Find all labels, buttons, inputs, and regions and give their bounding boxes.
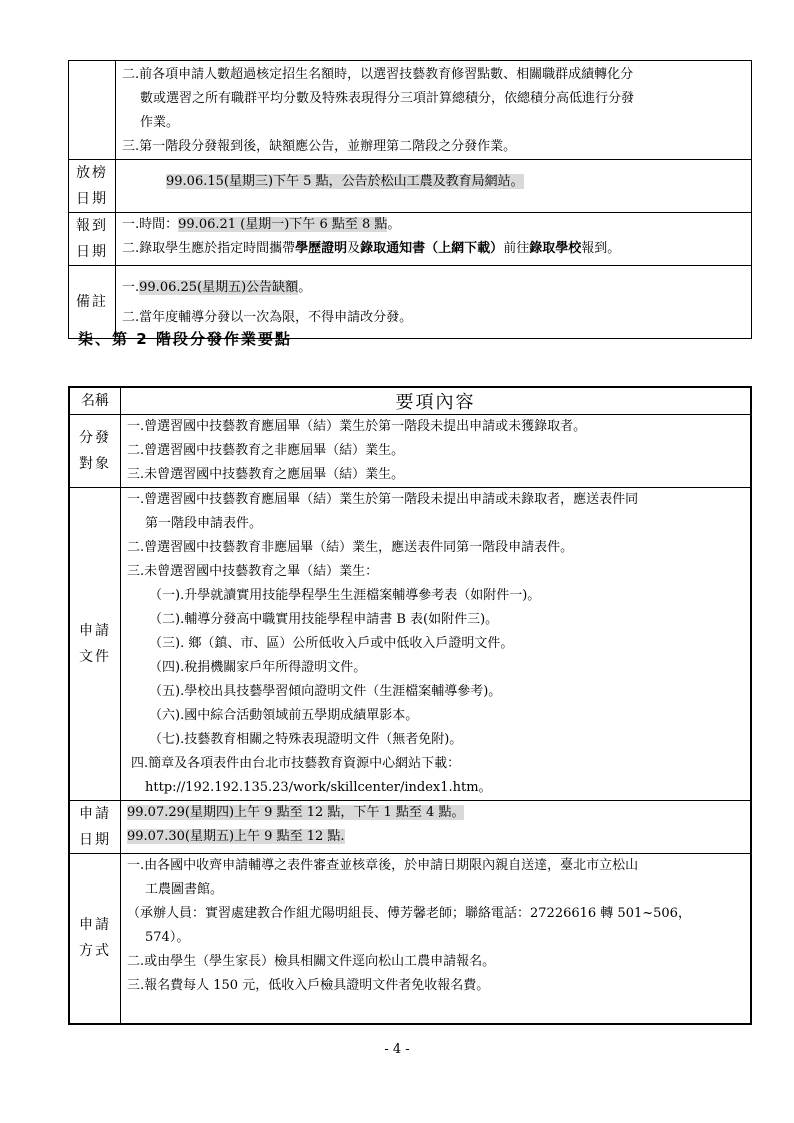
row-label: [69, 160, 116, 213]
text-line: 99.07.30(星期五)上午 9 點至 12 點.: [127, 829, 345, 844]
row-content: [116, 61, 752, 160]
text-line: 三.第一階段分發報到後，缺額應公告，並辦理第二階段之分發作業。: [122, 139, 517, 154]
label-line: 對象: [79, 456, 111, 472]
text-line: （二).輔導分發高中職實用技能學程申請書 B 表(如附件三)。: [149, 612, 499, 627]
row-label-empty: [69, 61, 116, 160]
label-line: 日期: [76, 191, 108, 207]
top-table: [68, 60, 752, 339]
text-line: 工農圖書館。: [145, 882, 224, 897]
table-row: [69, 160, 752, 213]
section-heading: 柒、第 2 階段分發作業要點: [78, 330, 292, 348]
table-row: [69, 854, 751, 1024]
text-line: 二.錄取學生應於指定時間攜帶學歷證明及錄取通知書（上網下載）前往錄取學校報到。: [122, 241, 621, 256]
header-content: 要項內容: [121, 387, 752, 415]
row-label: [69, 488, 121, 801]
text-line: 一.99.06.25(星期五)公告缺額。: [122, 280, 312, 295]
table-header-row: [69, 387, 751, 415]
header-name: 名稱: [69, 387, 121, 415]
table-row: [69, 801, 751, 854]
text-line: （四).稅捐機關家戶年所得證明文件。: [149, 660, 367, 675]
text-line: 574）。: [145, 930, 190, 945]
row-content: [116, 213, 752, 266]
text-line: （承辦人員：實習處建教合作組尤陽明組長、傅芳馨老師；聯絡電話：27226616 轉 501~506，: [127, 906, 691, 921]
row-content: [121, 488, 752, 801]
row-label: [69, 213, 116, 266]
row-content: [121, 801, 752, 854]
row-content: [121, 854, 752, 1024]
main-table: [68, 386, 752, 1025]
text-line: 二.前各項申請人數超過核定招生名額時，以選習技藝教育修習點數、相關職群成績轉化分: [122, 67, 634, 82]
text-line: 99.07.29(星期四)上午 9 點至 12 點，下午 1 點至 4 點。: [127, 805, 465, 820]
row-label: 備註: [69, 266, 116, 339]
text-line: 三.報名費每人 150 元，低收入戶檢具證明文件者免收報名費。: [127, 978, 490, 993]
text-line: 作業。: [140, 115, 180, 130]
label-line: 日期: [79, 832, 111, 848]
text-line: 第一階段申請表件。: [145, 516, 263, 531]
text-line: （五).學校出具技藝學習傾向證明文件（生涯檔案輔導參考)。: [149, 684, 502, 699]
label-line: 分發: [79, 430, 111, 446]
text-line: （七).技藝教育相關之特殊表現證明文件（無者免附)。: [149, 732, 463, 747]
text-line: （一).升學就讀實用技能學程學生生涯檔案輔導參考表（如附件一)。: [149, 588, 541, 603]
text-line: 二.當年度輔導分發以一次為限，不得申請改分發。: [122, 310, 413, 325]
row-label: [69, 801, 121, 854]
text-line: 二.或由學生（學生家長）檢具相關文件逕向松山工農申請報名。: [127, 954, 496, 969]
row-label: [69, 854, 121, 1024]
text-line: 數或選習之所有職群平均分數及特殊表現得分三項計算總積分，依總積分高低進行分發: [140, 91, 635, 106]
table-row: [69, 213, 752, 266]
text-line: 一.時間：99.06.21 (星期一)下午 6 點至 8 點。: [122, 217, 401, 232]
label-line: 申請: [79, 917, 111, 934]
text-line: 三.未曾選習國中技藝教育之應屆畢（結）業生。: [127, 467, 405, 482]
text-line: 三.未曾選習國中技藝教育之畢（結）業生：: [127, 564, 379, 579]
text-line: （三). 鄉（鎮、市、區）公所低收入戶或中低收入戶證明文件。: [149, 636, 514, 651]
label-line: 申請: [79, 623, 111, 639]
highlighted-text: 99.06.15(星期三)下午 5 點，公告於松山工農及教育局網站。: [166, 174, 524, 189]
row-content: [116, 160, 752, 213]
text-line: 二.曾選習國中技藝教育非應屆畢（結）業生，應送表件同第一階段申請表件。: [127, 540, 574, 555]
table-row: [69, 61, 752, 160]
label-line: 日期: [76, 244, 108, 260]
row-label: [69, 415, 121, 488]
text-line: 二.曾選習國中技藝教育之非應屆畢（結）業生。: [127, 443, 405, 458]
page-number: - 4 -: [384, 1042, 410, 1057]
label-line: 報到: [76, 218, 108, 234]
label-line: 方式: [79, 943, 111, 960]
table-row: [69, 488, 751, 801]
text-line: 一.由各國中收齊申請輔導之表件審查並核章後，於申請日期限內親自送達，臺北市立松山: [127, 858, 639, 873]
row-content: [121, 415, 752, 488]
url-text: http://192.192.135.23/work/skillcenter/index1.htm。: [145, 780, 492, 795]
text-line: 四.簡章及各項表件由台北市技藝教育資源中心網站下載：: [131, 756, 461, 771]
label-line: 放榜: [76, 165, 108, 181]
label-line: 文件: [79, 649, 111, 665]
label-line: 申請: [79, 806, 111, 822]
text-line: 一.曾選習國中技藝教育應屆畢（結）業生於第一階段未提出申請或未錄取者，應送表件同: [127, 492, 639, 507]
text-line: （六).國中綜合活動領域前五學期成績單影本。: [149, 708, 419, 723]
text-line: 一.曾選習國中技藝教育應屆畢（結）業生於第一階段未提出申請或未獲錄取者。: [127, 419, 587, 434]
table-row: [69, 415, 751, 488]
